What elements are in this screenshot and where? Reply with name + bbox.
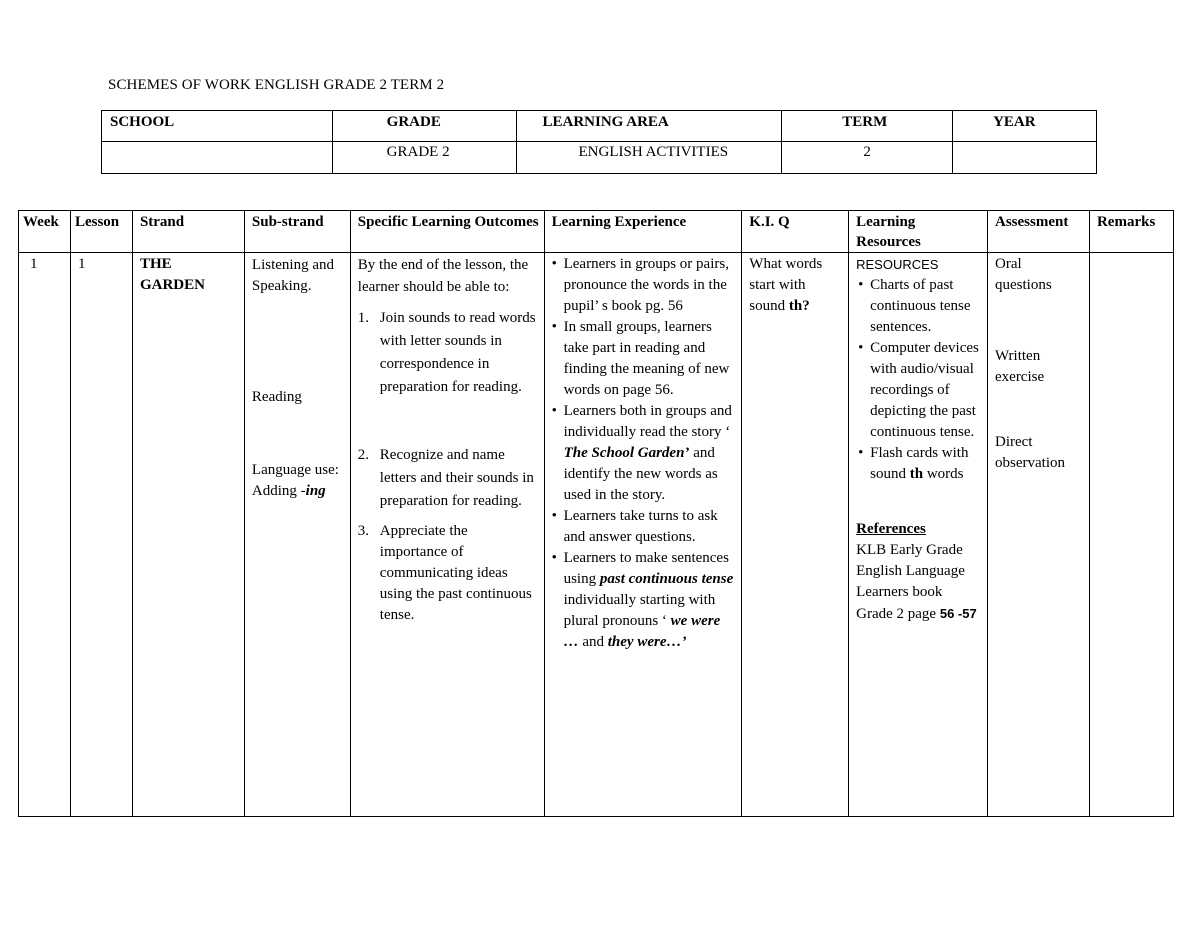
cell-resources [849, 253, 988, 817]
resources-label: RESOURCES [856, 257, 939, 272]
resource-item-3-post: words [923, 466, 964, 482]
header-table [101, 110, 1097, 174]
col-assessment: Assessment [988, 211, 1090, 253]
outcome-num-1: 1. [357, 310, 370, 326]
substrand-language-suffix: ing [305, 483, 326, 499]
experience-story-title: The School Garden’ [563, 445, 690, 461]
col-kiq: K.I. Q [742, 211, 849, 253]
assessment-oral: Oral questions [995, 256, 1052, 293]
assessment-written: Written exercise [995, 348, 1045, 385]
col-strand: Strand [132, 211, 244, 253]
outcome-item-1 [358, 307, 538, 399]
experience-they-were: they were…’ [607, 634, 687, 650]
col-outcomes: Specific Learning Outcomes [350, 211, 544, 253]
experience-tense: past continuous tense [599, 571, 734, 587]
header-table-value-row [102, 142, 1097, 174]
experience-item-3-post: and identify the new words as used in the story. [563, 445, 718, 503]
references-text [856, 540, 981, 625]
experience-item-3 [550, 401, 736, 506]
experience-item-3-pre: Learners both in groups and individually read the story ‘ [563, 403, 732, 440]
header-col-school: SCHOOL [102, 111, 333, 142]
resource-item-3 [856, 443, 981, 485]
header-val-grade: GRADE 2 [332, 142, 516, 174]
cell-outcomes [350, 253, 544, 817]
cell-week: 1 [19, 253, 71, 817]
resources-list [856, 275, 981, 485]
cell-assessment [988, 253, 1090, 817]
substrand-listening: Listening and Speaking. [251, 257, 334, 294]
outcome-text-1: Join sounds to read words with letter sounds in correspondence in preparation for reading. [379, 310, 536, 395]
cell-substrand [244, 253, 350, 817]
header-val-term: 2 [782, 142, 953, 174]
outcome-num-3: 3. [357, 523, 370, 539]
resource-item-3-pre: Flash cards with sound [870, 445, 969, 482]
header-val-year [953, 142, 1097, 174]
resource-item-1: • Charts of past continuous tense sentences. [856, 275, 981, 338]
kiq-text: What words start with sound [749, 256, 823, 314]
header-col-term: TERM [782, 111, 953, 142]
experience-item-1: • Learners in groups or pairs, pronounce the words in the pupil’ s book pg. 56 [550, 254, 736, 317]
experience-item-5-pre: Learners to make sentences using [563, 550, 729, 587]
experience-list [550, 254, 736, 653]
header-col-learning-area: LEARNING AREA [516, 111, 782, 142]
outcome-num-2: 2. [357, 447, 370, 463]
experience-and: and [578, 634, 608, 650]
col-resources: Learning Resources [849, 211, 988, 253]
substrand-reading: Reading [251, 389, 302, 405]
document-title: SCHEMES OF WORK ENGLISH GRADE 2 TERM 2 [108, 77, 445, 93]
header-col-grade: GRADE [332, 111, 516, 142]
references-label: References [856, 521, 926, 537]
experience-item-2: • In small groups, learners take part in reading and finding the meaning of new words on page 56. [550, 317, 736, 401]
substrand-language [252, 457, 344, 502]
col-remarks: Remarks [1089, 211, 1173, 253]
header-val-school [102, 142, 333, 174]
col-week: Week [19, 211, 71, 253]
experience-item-4: • Learners take turns to ask and answer questions. [550, 506, 736, 548]
strand-text: THE GARDEN [139, 256, 205, 293]
reference-pages: 56 -57 [939, 606, 977, 621]
assessment-direct: Direct observation [995, 434, 1065, 471]
outcome-text-2: Recognize and name letters and their sounds in preparation for reading. [379, 447, 534, 509]
outcomes-intro: By the end of the lesson, the learner should be able to: [357, 257, 529, 295]
cell-lesson: 1 [70, 253, 132, 817]
cell-remarks [1089, 253, 1173, 817]
outcome-item-3 [358, 521, 538, 626]
header-col-year: YEAR [953, 111, 1097, 142]
substrand-language-prefix: Language use: Adding - [251, 462, 339, 499]
kiq-sound: th? [788, 298, 810, 314]
scheme-row [19, 253, 1174, 817]
cell-strand [132, 253, 244, 817]
resource-sound: th [909, 466, 924, 482]
scheme-table [18, 210, 1174, 817]
experience-we-were: we were … [563, 613, 721, 650]
header-table-head-row [102, 111, 1097, 142]
scheme-head-row [19, 211, 1174, 253]
outcome-item-2 [358, 444, 538, 513]
header-val-learning-area: ENGLISH ACTIVITIES [516, 142, 782, 174]
col-lesson: Lesson [70, 211, 132, 253]
reference-book: KLB Early Grade English Language Learners book Grade 2 page [856, 542, 965, 622]
experience-item-5-mid: individually starting with plural pronouns ‘ [563, 592, 716, 629]
cell-experience [544, 253, 742, 817]
col-experience: Learning Experience [544, 211, 742, 253]
resource-item-2: • Computer devices with audio/visual recordings of depicting the past continuous tense. [856, 338, 981, 443]
outcome-text-3: Appreciate the importance of communicating ideas using the past continuous tense. [379, 523, 532, 623]
col-substrand: Sub-strand [244, 211, 350, 253]
cell-kiq [742, 253, 849, 817]
experience-item-5 [550, 548, 736, 653]
